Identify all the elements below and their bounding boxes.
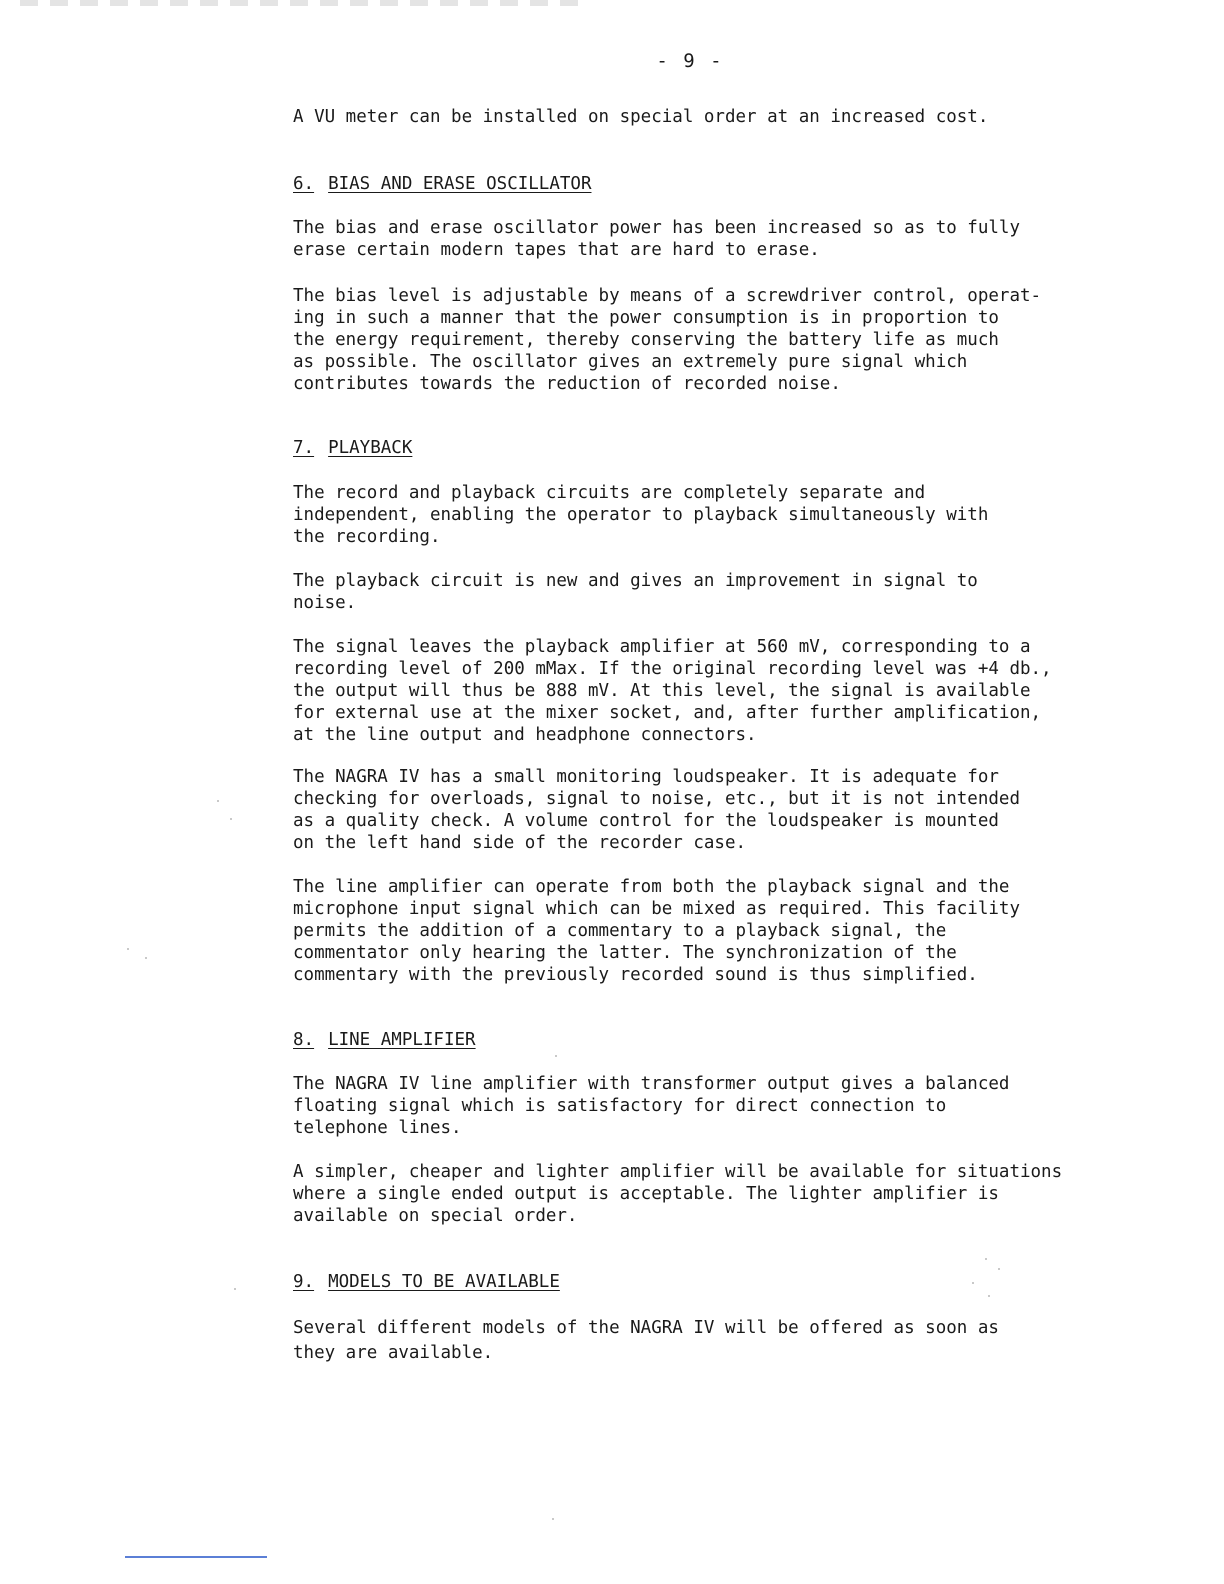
- section-7-paragraph-1: The record and playback circuits are completely separate and independent, enabling the operator to playback simultaneously with the recording.: [293, 483, 989, 547]
- section-title: PLAYBACK: [328, 438, 413, 458]
- section-number: 8.: [293, 1030, 315, 1050]
- section-number: 9.: [293, 1272, 315, 1292]
- scan-speck: [217, 800, 219, 802]
- section-6-paragraph-2: The bias level is adjustable by means of a screwdriver control, operat- ing in such a manner that the power consumption is in proportion to the energy requirement, thereby conserving the battery life as much as possible. The oscillator gives an extremely pure signal which contributes towards the reduction of recorded noise.: [293, 286, 1042, 394]
- section-7-heading: [293, 437, 420, 459]
- section-7-paragraph-4: The NAGRA IV has a small monitoring loudspeaker. It is adequate for checking for overloads, signal to noise, etc., but it is not intended as a quality check. A volume control for the loudspeaker is mounted on the left hand side of the recorder case.: [293, 767, 1020, 853]
- section-title: MODELS TO BE AVAILABLE: [328, 1272, 560, 1292]
- scan-speck: [552, 1518, 554, 1520]
- scan-speck: [985, 1258, 987, 1260]
- scan-speck: [234, 1288, 236, 1290]
- scan-speck: [230, 818, 232, 820]
- scan-speck: [145, 957, 147, 959]
- section-9-paragraph-1: Several different models of the NAGRA IV will be offered as soon as they are available.: [293, 1318, 999, 1363]
- section-8-paragraph-2: A simpler, cheaper and lighter amplifier will be available for situations where a single ended output is acceptable. The lighter amplifier is available on special order.: [293, 1162, 1063, 1226]
- section-7-paragraph-2: The playback circuit is new and gives an improvement in signal to noise.: [293, 571, 978, 613]
- section-7-paragraph-3: The signal leaves the playback amplifier at 560 mV, corresponding to a recording level of 200 mMax. If the original recording level was +4 db., the output will thus be 888 mV. At this level, the signal is available for external use at the mixer socket, and, after further amplification, at the line output and headphone connectors.: [293, 637, 1052, 745]
- scan-speck: [555, 1055, 557, 1057]
- section-6-paragraph-1: The bias and erase oscillator power has been increased so as to fully erase certain modern tapes that are hard to erase.: [293, 218, 1020, 260]
- footer-rule: [125, 1556, 267, 1558]
- scan-speck: [988, 1295, 990, 1297]
- section-8-heading: [293, 1029, 484, 1051]
- section-7-paragraph-5: The line amplifier can operate from both the playback signal and the microphone input signal which can be mixed as required. This facility permits the addition of a commentary to a playback signal, the commentator only hearing the latter. The synchronization of the commentary with the previously recorded sound is thus simplified.: [293, 877, 1020, 985]
- top-edge-artifact: [20, 0, 580, 6]
- scan-speck: [998, 1268, 1000, 1270]
- section-number: 6.: [293, 174, 315, 194]
- section-9-heading: [293, 1271, 568, 1293]
- section-title: LINE AMPLIFIER: [328, 1030, 476, 1050]
- scan-speck: [972, 1282, 974, 1284]
- section-8-paragraph-1: The NAGRA IV line amplifier with transformer output gives a balanced floating signal which is satisfactory for direct connection to telephone lines.: [293, 1074, 1010, 1138]
- page-number: - 9 -: [656, 50, 724, 72]
- section-title: BIAS AND ERASE OSCILLATOR: [328, 174, 592, 194]
- intro-paragraph: A VU meter can be installed on special order at an increased cost.: [293, 107, 989, 127]
- section-6-heading: [293, 173, 599, 195]
- section-number: 7.: [293, 438, 315, 458]
- scan-speck: [127, 948, 129, 950]
